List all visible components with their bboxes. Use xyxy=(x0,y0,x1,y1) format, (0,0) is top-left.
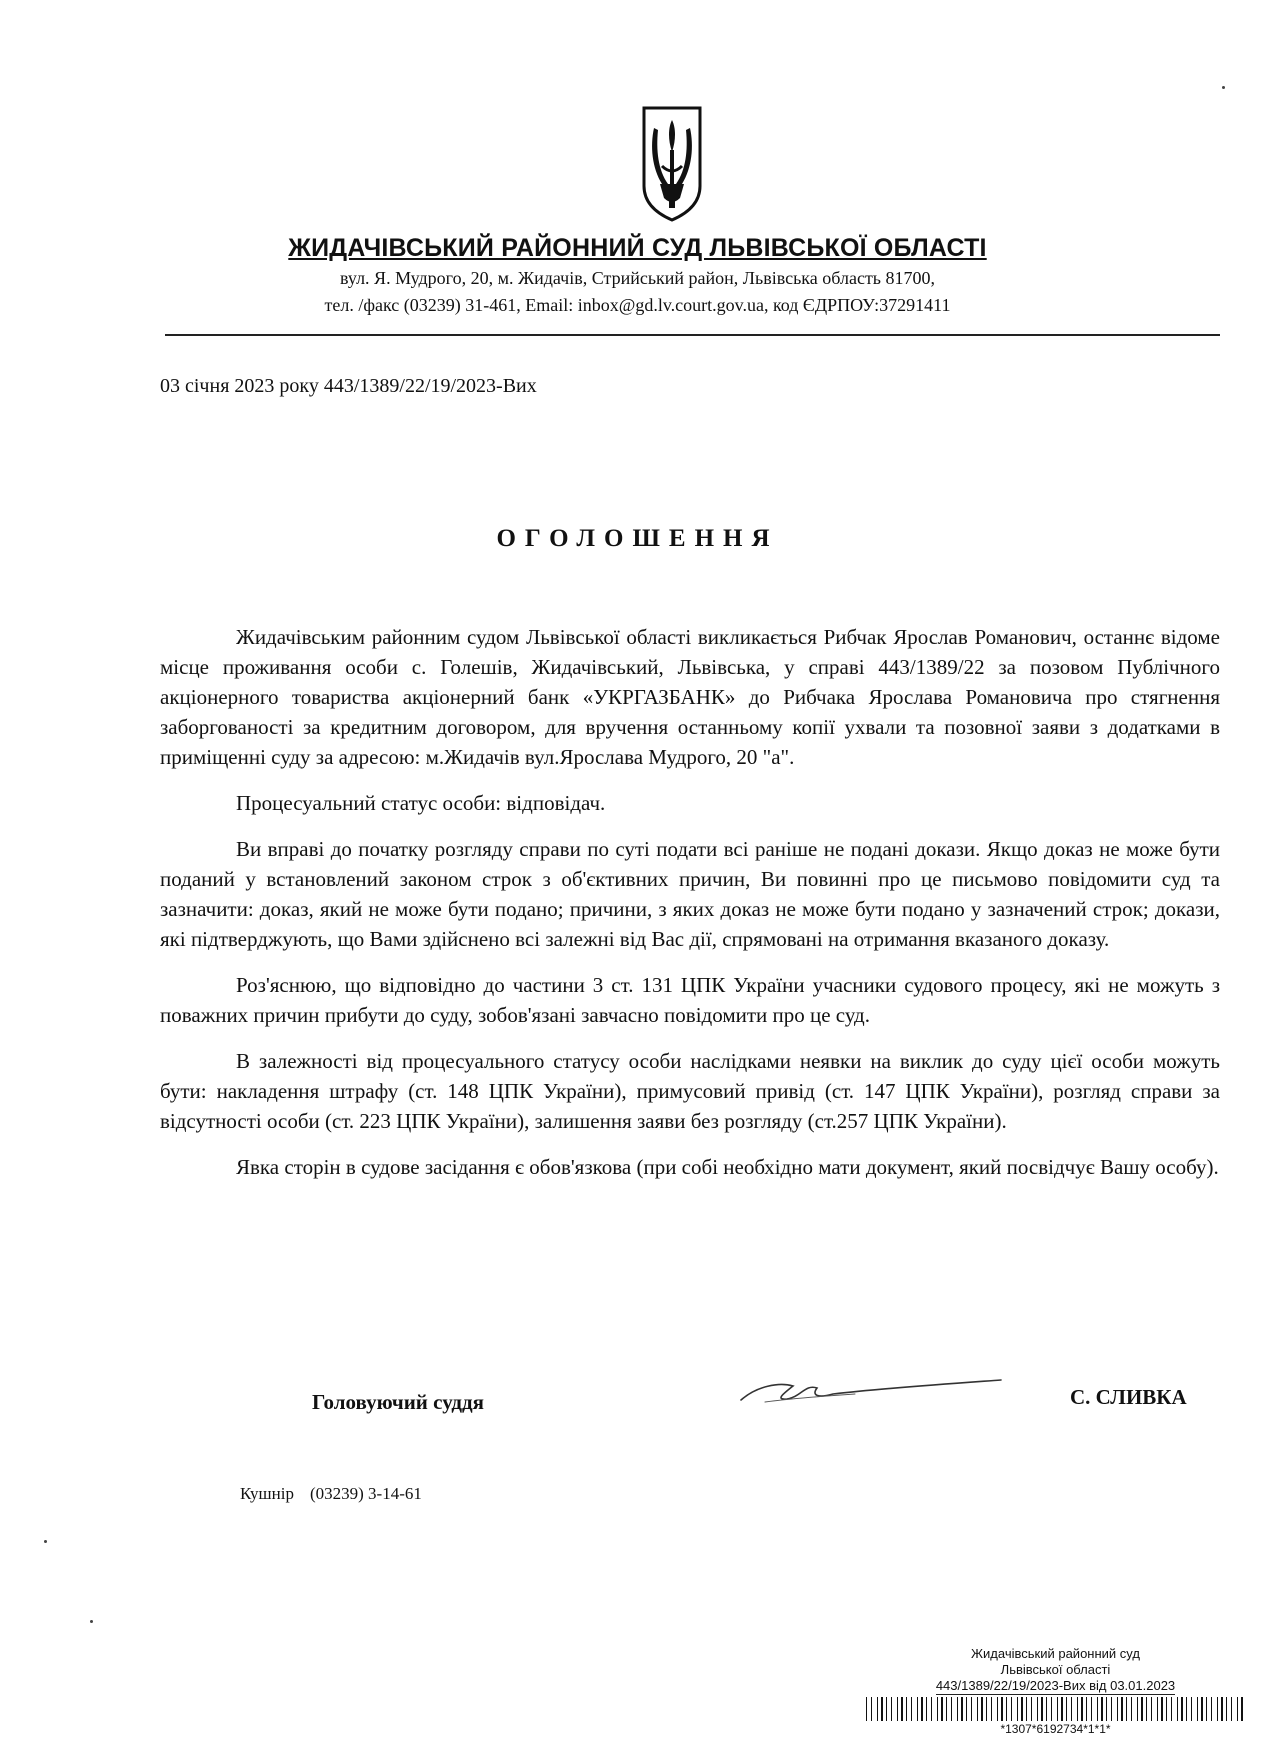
announcement-body xyxy=(160,622,1220,1198)
stamp-court-name: Жидачівський районний суд xyxy=(971,1646,1140,1661)
barcode-number: *1307*6192734*1*1* xyxy=(1000,1722,1111,1736)
judge-name: С. СЛИВКА xyxy=(1070,1385,1187,1409)
date-and-reference: 03 січня 2023 року 443/1389/22/19/2023-Вих xyxy=(160,375,537,397)
registration-stamp xyxy=(858,1646,1253,1736)
court-title: ЖИДАЧІВСЬКИЙ РАЙОННИЙ СУД ЛЬВІВСЬКОЇ ОБЛАСТІ xyxy=(288,234,987,262)
executor-name: Кушнір xyxy=(240,1484,294,1503)
paragraph-evidence: Ви вправі до початку розгляду справи по суті подати всі раніше не подані докази. Якщо доказ не може бути поданий у встановлений законом строк з об'єктивних причин, Ви повинні про це письмово повідомити суд та зазначити: доказ, який не може бути подано; причини, з яких доказ не може бути подано у зазначений строк; докази, які підтверджують, що Вами здійснено всі залежні від Вас дії, спрямовані на отримання вказаного доказу. xyxy=(160,837,1220,951)
paragraph-explanation: Роз'яснюю, що відповідно до частини 3 ст. 131 ЦПК України учасники судового процесу, які не можуть з поважних причин прибути до суду, зобов'язані завчасно повідомити про це суд. xyxy=(160,973,1220,1027)
paragraph-consequences: В залежності від процесуального статусу особи наслідками неявки на виклик до суду цієї особи можуть бути: накладення штрафу (ст. 148 ЦПК України), примусовий привід (ст. 147 ЦПК України), розгляд справи за відсутності особи (ст. 223 ЦПК України), залишення заяви без розгляду (ст.257 ЦПК України). xyxy=(160,1049,1220,1133)
trident-emblem-icon xyxy=(640,106,704,222)
court-contacts: тел. /факс (03239) 31-461, Email: inbox@gd.lv.court.gov.ua, код ЄДРПОУ:37291411 xyxy=(324,295,951,315)
presiding-judge-label: Головуючий суддя xyxy=(312,1390,484,1414)
executor-contact xyxy=(240,1484,422,1504)
header-divider xyxy=(165,334,1220,336)
scan-speck xyxy=(90,1620,93,1623)
stamp-reference: 443/1389/22/19/2023-Вих від 03.01.2023 xyxy=(935,1678,1176,1693)
paragraph-procedural-status: Процесуальний статус особи: відповідач. xyxy=(236,791,606,815)
scan-speck xyxy=(1222,86,1225,89)
scan-speck xyxy=(44,1540,47,1543)
paragraph-attendance: Явка сторін в судове засідання є обов'язкова (при собі необхідно мати документ, який посвідчує Вашу особу). xyxy=(236,1155,1219,1179)
executor-phone: (03239) 3-14-61 xyxy=(309,1484,422,1503)
barcode-icon xyxy=(866,1697,1246,1721)
handwritten-signature xyxy=(735,1372,1005,1412)
court-address: вул. Я. Мудрого, 20, м. Жидачів, Стрийський район, Львівська область 81700, xyxy=(339,268,936,288)
paragraph-summons: Жидачівським районним судом Львівської області викликається Рибчак Ярослав Романович, останнє відоме місце проживання особи с. Голешів, Жидачівський, Львівська, у справі 443/1389/22 за позовом Публічного акціонерного товариства акціонерний банк «УКРГАЗБАНК» до Рибчака Ярослава Романовича про стягнення заборгованості за кредитним договором, для вручення останньому копії ухвали та позовної заяви з додатками в приміщенні суду за адресою: м.Жидачів вул.Ярослава Мудрого, 20 "а". xyxy=(160,625,1220,769)
document-title: ОГОЛОШЕННЯ xyxy=(496,525,779,552)
stamp-region: Львівської області xyxy=(1000,1662,1111,1677)
